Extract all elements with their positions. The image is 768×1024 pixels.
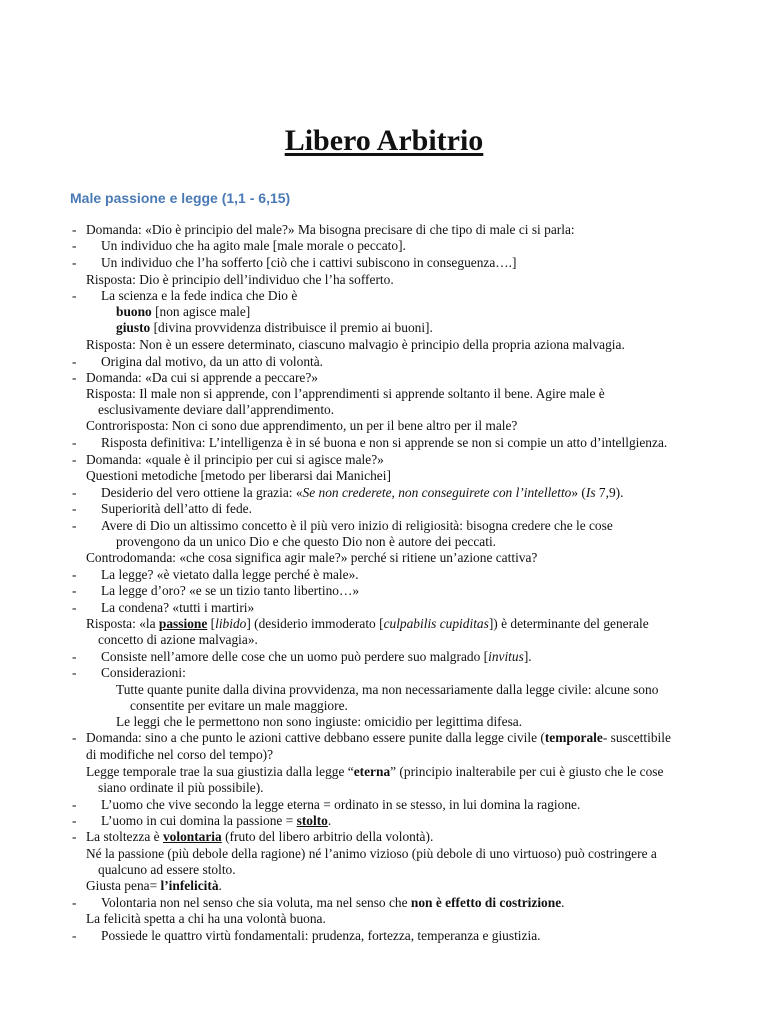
text-run: [divina provvidenza distribuisce il premio ai buoni].: [150, 320, 433, 335]
line-text: [101, 928, 541, 944]
text-line: [0, 780, 768, 796]
text-run: L’uomo in cui domina la passione =: [101, 813, 297, 828]
text-run: La felicità spetta a chi ha una volontà buona.: [86, 911, 326, 926]
text-line: [0, 255, 768, 271]
text-run: Risposta: Il male non si apprende, con l’apprendimenti si apprende soltanto il bene. Agire male è: [86, 386, 605, 401]
line-text: [101, 435, 667, 451]
text-run: Desiderio del vero ottiene la grazia: «: [101, 485, 303, 500]
bullet-dash: -: [72, 928, 77, 943]
line-text: [86, 747, 273, 763]
text-run: Volontaria non nel senso che sia voluta, ma nel senso che: [101, 895, 411, 910]
text-run: Risposta definitiva: L’intelligenza è in sé buona e non si apprende se non si compie un atto d’intellgienza.: [101, 435, 668, 450]
text-run: Controdomanda: «che cosa significa agir male?» perché si ritiene un’azione cattiva?: [86, 550, 538, 565]
line-text: [86, 616, 649, 632]
bullet-dash: -: [72, 649, 77, 664]
text-run: Risposta: Non è un essere determinato, ciascuno malvagio è principio della propria aziona malvagia.: [86, 337, 625, 352]
bullet-dash: -: [72, 288, 77, 303]
bold-text: passione: [158, 616, 208, 631]
bullet-dash: -: [72, 730, 77, 745]
text-line: [0, 518, 768, 534]
text-run: Avere di Dio un altissimo concetto è il più vero inizio di religiosità: bisogna credere che le cose: [101, 518, 613, 533]
line-text: [101, 813, 331, 829]
bullet-dash: -: [72, 222, 77, 237]
text-run: La condena? «tutti i martiri»: [101, 600, 255, 615]
line-text: [101, 485, 623, 501]
text-run: Domanda: «Da cui si apprende a peccare?»: [86, 370, 318, 385]
line-text: [116, 682, 658, 698]
line-text: [86, 337, 625, 353]
text-line: [0, 402, 768, 418]
text-run: .: [561, 895, 565, 910]
text-line: [0, 452, 768, 468]
bullet-dash: -: [72, 501, 77, 516]
text-run: » (: [571, 485, 586, 500]
bullet-dash: -: [72, 452, 77, 467]
text-line: [0, 222, 768, 238]
line-text: [86, 846, 657, 862]
text-run: Un individuo che l’ha sofferto [ciò che i cattivi subiscono in conseguenza….]: [101, 255, 517, 270]
line-text: [101, 238, 406, 254]
text-run: consentite per evitare un male maggiore.: [130, 698, 348, 713]
text-line: [0, 386, 768, 402]
line-text: [86, 550, 537, 566]
text-line: [0, 895, 768, 911]
text-run: Domanda: sino a che punto le azioni cattive debbano essere punite dalla legge civile (: [86, 730, 545, 745]
bold-text: stolto: [296, 813, 328, 828]
text-run: Origina dal motivo, da un atto di volontà.: [101, 354, 324, 369]
text-line: [0, 320, 768, 336]
text-run: provengono da un unico Dio e che questo Dio non è autore dei peccati.: [116, 534, 497, 549]
line-text: [101, 501, 252, 517]
line-text: [116, 714, 522, 730]
text-line: [0, 272, 768, 288]
text-run: [non agisce male]: [151, 304, 251, 319]
bold-text: non è effetto di costrizione: [410, 895, 562, 910]
text-run: Le leggi che le permettono non sono ingiuste: omicidio per legittima difesa.: [116, 714, 523, 729]
text-line: [0, 600, 768, 616]
text-line: [0, 354, 768, 370]
text-line: [0, 337, 768, 353]
text-run: siano ordinate il più possibile).: [98, 780, 264, 795]
text-run: 7,9).: [595, 485, 624, 500]
text-run: Consiste nell’amore delle cose che un uomo può perdere suo malgrado [: [101, 649, 489, 664]
text-line: [0, 764, 768, 780]
text-run: ]) è determinante del generale: [488, 616, 649, 631]
line-text: [101, 895, 565, 911]
text-line: [0, 616, 768, 632]
line-text: [98, 402, 334, 418]
section-heading: Male passione e legge (1,1 - 6,15): [70, 190, 291, 206]
line-text: [101, 600, 254, 616]
bullet-dash: -: [72, 370, 77, 385]
text-run: Legge temporale trae la sua giustizia dalla legge “: [86, 764, 354, 779]
text-line: [0, 632, 768, 648]
text-line: [0, 714, 768, 730]
text-line: [0, 304, 768, 320]
text-line: [0, 468, 768, 484]
line-text: [101, 567, 359, 583]
line-text: [101, 354, 323, 370]
line-text: [86, 222, 575, 238]
italic-text: invitus: [488, 649, 524, 664]
text-line: [0, 418, 768, 434]
text-line: [0, 238, 768, 254]
line-text: [98, 780, 264, 796]
bold-text: giusto: [116, 320, 151, 335]
bullet-dash: -: [72, 255, 77, 270]
text-run: ].: [523, 649, 532, 664]
bullet-dash: -: [72, 518, 77, 533]
text-line: [0, 797, 768, 813]
line-text: [86, 468, 391, 484]
text-line: [0, 550, 768, 566]
text-line: [0, 813, 768, 829]
text-run: Né la passione (più debole della ragione) né l’animo vizioso (più debole di uno virtuoso) può costringere a: [86, 846, 657, 861]
text-line: [0, 583, 768, 599]
line-text: [101, 518, 613, 534]
line-text: [98, 862, 236, 878]
line-text: [86, 418, 517, 434]
line-text: [101, 583, 359, 599]
text-line: [0, 730, 768, 746]
text-line: [0, 862, 768, 878]
italic-text: culpabilis cupiditas: [383, 616, 489, 631]
text-line: [0, 485, 768, 501]
text-line: [0, 288, 768, 304]
bullet-dash: -: [72, 485, 77, 500]
text-run: (fruto del libero arbitrio della volontà).: [221, 829, 434, 844]
text-line: [0, 928, 768, 944]
text-run: ” (principio inalterabile per cui è giusto che le cose: [390, 764, 664, 779]
text-line: [0, 665, 768, 681]
bold-text: buono: [116, 304, 152, 319]
text-run: Possiede le quattro virtù fondamentali: prudenza, fortezza, temperanza e giustizia.: [101, 928, 541, 943]
text-run: .: [327, 813, 332, 828]
bullet-dash: -: [72, 435, 77, 450]
line-text: [101, 649, 532, 665]
bullet-dash: -: [72, 567, 77, 582]
text-run: qualcuno ad essere stolto.: [98, 862, 236, 877]
line-text: [86, 272, 394, 288]
text-run: Risposta: Dio è principio dell’individuo che l’ha sofferto.: [86, 272, 394, 287]
text-line: [0, 911, 768, 927]
line-text: [98, 632, 258, 648]
text-line: [0, 370, 768, 386]
text-run: Superiorità dell’atto di fede.: [101, 501, 252, 516]
line-text: [86, 386, 605, 402]
bullet-dash: -: [72, 813, 77, 828]
text-run: ] (desiderio immoderato [: [246, 616, 384, 631]
document-title: Libero Arbitrio: [284, 124, 484, 157]
text-run: Domanda: «Dio è principio del male?» Ma bisogna precisare di che tipo di male ci si parla:: [86, 222, 575, 237]
text-run: Tutte quante punite dalla divina provvidenza, ma non necessariamente dalla legge civile: alcune sono: [116, 682, 659, 697]
text-run: La legge d’oro? «e se un tizio tanto libertino…»: [101, 583, 360, 598]
text-run: esclusivamente deviare dall’apprendimento.: [98, 402, 335, 417]
text-line: [0, 698, 768, 714]
text-run: Questioni metodiche [metodo per liberarsi dai Manichei]: [86, 468, 391, 483]
text-line: [0, 878, 768, 894]
text-line: [0, 501, 768, 517]
text-line: [0, 846, 768, 862]
bold-text: temporale: [544, 730, 603, 745]
text-run: - suscettibile: [602, 730, 671, 745]
line-text: [86, 370, 318, 386]
line-text: [116, 534, 496, 550]
bullet-dash: -: [72, 797, 77, 812]
text-line: [0, 567, 768, 583]
text-run: Controrisposta: Non ci sono due apprendimento, un per il bene altro per il male?: [86, 418, 518, 433]
line-text: [101, 797, 580, 813]
text-line: [0, 649, 768, 665]
text-run: .: [218, 878, 222, 893]
italic-text: libido: [215, 616, 247, 631]
line-text: [86, 730, 671, 746]
text-line: [0, 435, 768, 451]
bold-text: eterna: [353, 764, 391, 779]
bullet-dash: -: [72, 829, 77, 844]
bullet-dash: -: [72, 895, 77, 910]
text-run: Giusta pena=: [86, 878, 161, 893]
text-run: Un individuo che ha agito male [male morale o peccato].: [101, 238, 406, 253]
line-text: [130, 698, 348, 714]
italic-text: Is: [585, 485, 596, 500]
bold-text: l’infelicità: [160, 878, 219, 893]
text-run: concetto di azione malvagia».: [98, 632, 258, 647]
text-line: [0, 829, 768, 845]
text-run: La legge? «è vietato dalla legge perché è male».: [101, 567, 359, 582]
text-run: La stoltezza è: [86, 829, 163, 844]
text-run: Considerazioni:: [101, 665, 186, 680]
bullet-dash: -: [72, 354, 77, 369]
text-line: [0, 534, 768, 550]
text-run: La scienza e la fede indica che Dio è: [101, 288, 298, 303]
bullet-dash: -: [72, 600, 77, 615]
line-text: [116, 320, 433, 336]
bold-text: volontaria: [162, 829, 222, 844]
text-run: Risposta: «la: [86, 616, 159, 631]
text-run: [: [207, 616, 216, 631]
text-run: Domanda: «quale è il principio per cui si agisce male?»: [86, 452, 384, 467]
line-text: [86, 452, 384, 468]
line-text: [86, 878, 222, 894]
text-line: [0, 747, 768, 763]
text-run: di modifiche nel corso del tempo)?: [86, 747, 274, 762]
bullet-dash: -: [72, 238, 77, 253]
line-text: [86, 911, 326, 927]
line-text: [116, 304, 250, 320]
line-text: [86, 829, 433, 845]
text-line: [0, 682, 768, 698]
italic-text: Se non crederete, non conseguirete con l’intelletto: [302, 485, 572, 500]
line-text: [101, 288, 297, 304]
line-text: [101, 255, 517, 271]
line-text: [86, 764, 663, 780]
bullet-dash: -: [72, 583, 77, 598]
line-text: [101, 665, 186, 681]
text-run: L’uomo che vive secondo la legge eterna = ordinato in se stesso, in lui domina la ragione.: [101, 797, 581, 812]
bullet-dash: -: [72, 665, 77, 680]
